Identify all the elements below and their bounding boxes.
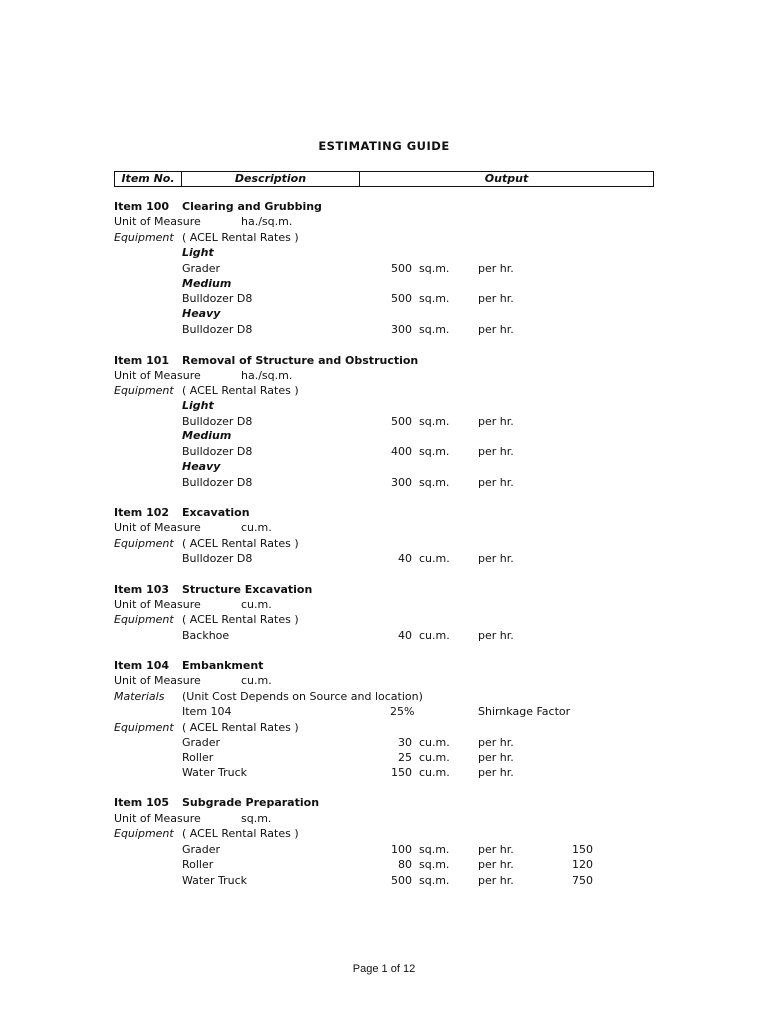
output-rate: per hr.	[478, 766, 514, 779]
equipment-name: Bulldozer D8	[182, 445, 253, 458]
item-code: Item 102	[114, 506, 170, 519]
output-unit: sq.m.	[419, 292, 450, 305]
equipment-name: Backhoe	[182, 629, 230, 642]
header-description: Description	[182, 172, 360, 186]
equipment-name: Water Truck	[182, 874, 248, 887]
class-light: Light	[182, 399, 214, 412]
item-code: Item 103	[114, 583, 170, 596]
item-name: Excavation	[182, 506, 250, 519]
output-rate: per hr.	[478, 292, 514, 305]
output-unit: sq.m.	[419, 843, 450, 856]
equipment-label: Equipment	[114, 537, 174, 550]
output-unit: sq.m.	[419, 874, 450, 887]
output-qty: 40	[398, 629, 412, 642]
class-medium: Medium	[182, 277, 232, 290]
output-extra: 150	[572, 843, 593, 856]
unit-value: sq.m.	[241, 812, 272, 825]
unit-label: Unit of Measure	[114, 674, 201, 687]
material-name: Item 104	[182, 705, 232, 718]
materials-note: (Unit Cost Depends on Source and location)	[182, 690, 423, 703]
output-qty: 40	[398, 552, 412, 565]
output-rate: per hr.	[478, 552, 514, 565]
unit-value: ha./sq.m.	[241, 369, 293, 382]
output-unit: sq.m.	[419, 323, 450, 336]
output-unit: sq.m.	[419, 476, 450, 489]
output-rate: per hr.	[478, 751, 514, 764]
output-extra: 120	[572, 858, 593, 871]
output-unit: cu.m.	[419, 736, 450, 749]
output-unit: sq.m.	[419, 262, 450, 275]
output-rate: per hr.	[478, 262, 514, 275]
output-qty: 500	[391, 292, 412, 305]
item-code: Item 101	[114, 354, 170, 367]
equipment-name: Roller	[182, 858, 214, 871]
unit-value: ha./sq.m.	[241, 215, 293, 228]
unit-value: cu.m.	[241, 598, 272, 611]
output-unit: sq.m.	[419, 445, 450, 458]
equipment-label: Equipment	[114, 613, 174, 626]
output-qty: 400	[391, 445, 412, 458]
output-rate: per hr.	[478, 874, 514, 887]
header-item-no: Item No.	[115, 172, 182, 186]
output-qty: 30	[398, 736, 412, 749]
item-name: Clearing and Grubbing	[182, 200, 322, 213]
material-pct: 25%	[390, 705, 415, 718]
output-rate: per hr.	[478, 323, 514, 336]
equipment-label: Equipment	[114, 721, 174, 734]
equipment-label: Equipment	[114, 231, 174, 244]
class-light: Light	[182, 246, 214, 259]
output-rate: per hr.	[478, 415, 514, 428]
output-qty: 500	[391, 262, 412, 275]
acel-note: ( ACEL Rental Rates )	[182, 537, 299, 550]
equipment-name: Grader	[182, 262, 221, 275]
unit-label: Unit of Measure	[114, 369, 201, 382]
item-name: Embankment	[182, 659, 264, 672]
equipment-name: Grader	[182, 843, 221, 856]
output-extra: 750	[572, 874, 593, 887]
output-rate: per hr.	[478, 445, 514, 458]
output-qty: 80	[398, 858, 412, 871]
equipment-name: Bulldozer D8	[182, 292, 253, 305]
equipment-name: Roller	[182, 751, 214, 764]
equipment-name: Bulldozer D8	[182, 476, 253, 489]
output-rate: per hr.	[478, 629, 514, 642]
column-header-row	[114, 171, 654, 187]
class-heavy: Heavy	[182, 307, 221, 320]
item-name: Removal of Structure and Obstruction	[182, 354, 419, 367]
acel-note: ( ACEL Rental Rates )	[182, 613, 299, 626]
unit-label: Unit of Measure	[114, 521, 201, 534]
equipment-label: Equipment	[114, 384, 174, 397]
output-qty: 500	[391, 874, 412, 887]
materials-label: Materials	[114, 690, 165, 703]
acel-note: ( ACEL Rental Rates )	[182, 384, 299, 397]
item-code: Item 105	[114, 796, 170, 809]
equipment-label: Equipment	[114, 827, 174, 840]
equipment-name: Bulldozer D8	[182, 323, 253, 336]
output-qty: 300	[391, 323, 412, 336]
item-code: Item 104	[114, 659, 170, 672]
unit-label: Unit of Measure	[114, 598, 201, 611]
unit-label: Unit of Measure	[114, 812, 201, 825]
output-unit: sq.m.	[419, 415, 450, 428]
output-unit: sq.m.	[419, 858, 450, 871]
output-unit: cu.m.	[419, 766, 450, 779]
output-qty: 100	[391, 843, 412, 856]
output-rate: per hr.	[478, 476, 514, 489]
equipment-name: Grader	[182, 736, 221, 749]
output-qty: 150	[391, 766, 412, 779]
equipment-name: Bulldozer D8	[182, 415, 253, 428]
class-medium: Medium	[182, 429, 232, 442]
output-rate: per hr.	[478, 843, 514, 856]
unit-value: cu.m.	[241, 521, 272, 534]
class-heavy: Heavy	[182, 460, 221, 473]
output-rate: per hr.	[478, 858, 514, 871]
output-unit: cu.m.	[419, 751, 450, 764]
output-qty: 300	[391, 476, 412, 489]
output-rate: per hr.	[478, 736, 514, 749]
header-output: Output	[484, 172, 529, 185]
acel-note: ( ACEL Rental Rates )	[182, 231, 299, 244]
equipment-name: Water Truck	[182, 766, 248, 779]
material-note: Shirnkage Factor	[478, 705, 571, 718]
output-unit: cu.m.	[419, 552, 450, 565]
acel-note: ( ACEL Rental Rates )	[182, 827, 299, 840]
output-unit: cu.m.	[419, 629, 450, 642]
item-name: Subgrade Preparation	[182, 796, 320, 809]
output-qty: 500	[391, 415, 412, 428]
unit-value: cu.m.	[241, 674, 272, 687]
unit-label: Unit of Measure	[114, 215, 201, 228]
acel-note: ( ACEL Rental Rates )	[182, 721, 299, 734]
equipment-name: Bulldozer D8	[182, 552, 253, 565]
output-qty: 25	[398, 751, 412, 764]
item-code: Item 100	[114, 200, 170, 213]
page-number: Page 1 of 12	[352, 963, 416, 975]
page-title: ESTIMATING GUIDE	[318, 139, 450, 153]
item-name: Structure Excavation	[182, 583, 313, 596]
